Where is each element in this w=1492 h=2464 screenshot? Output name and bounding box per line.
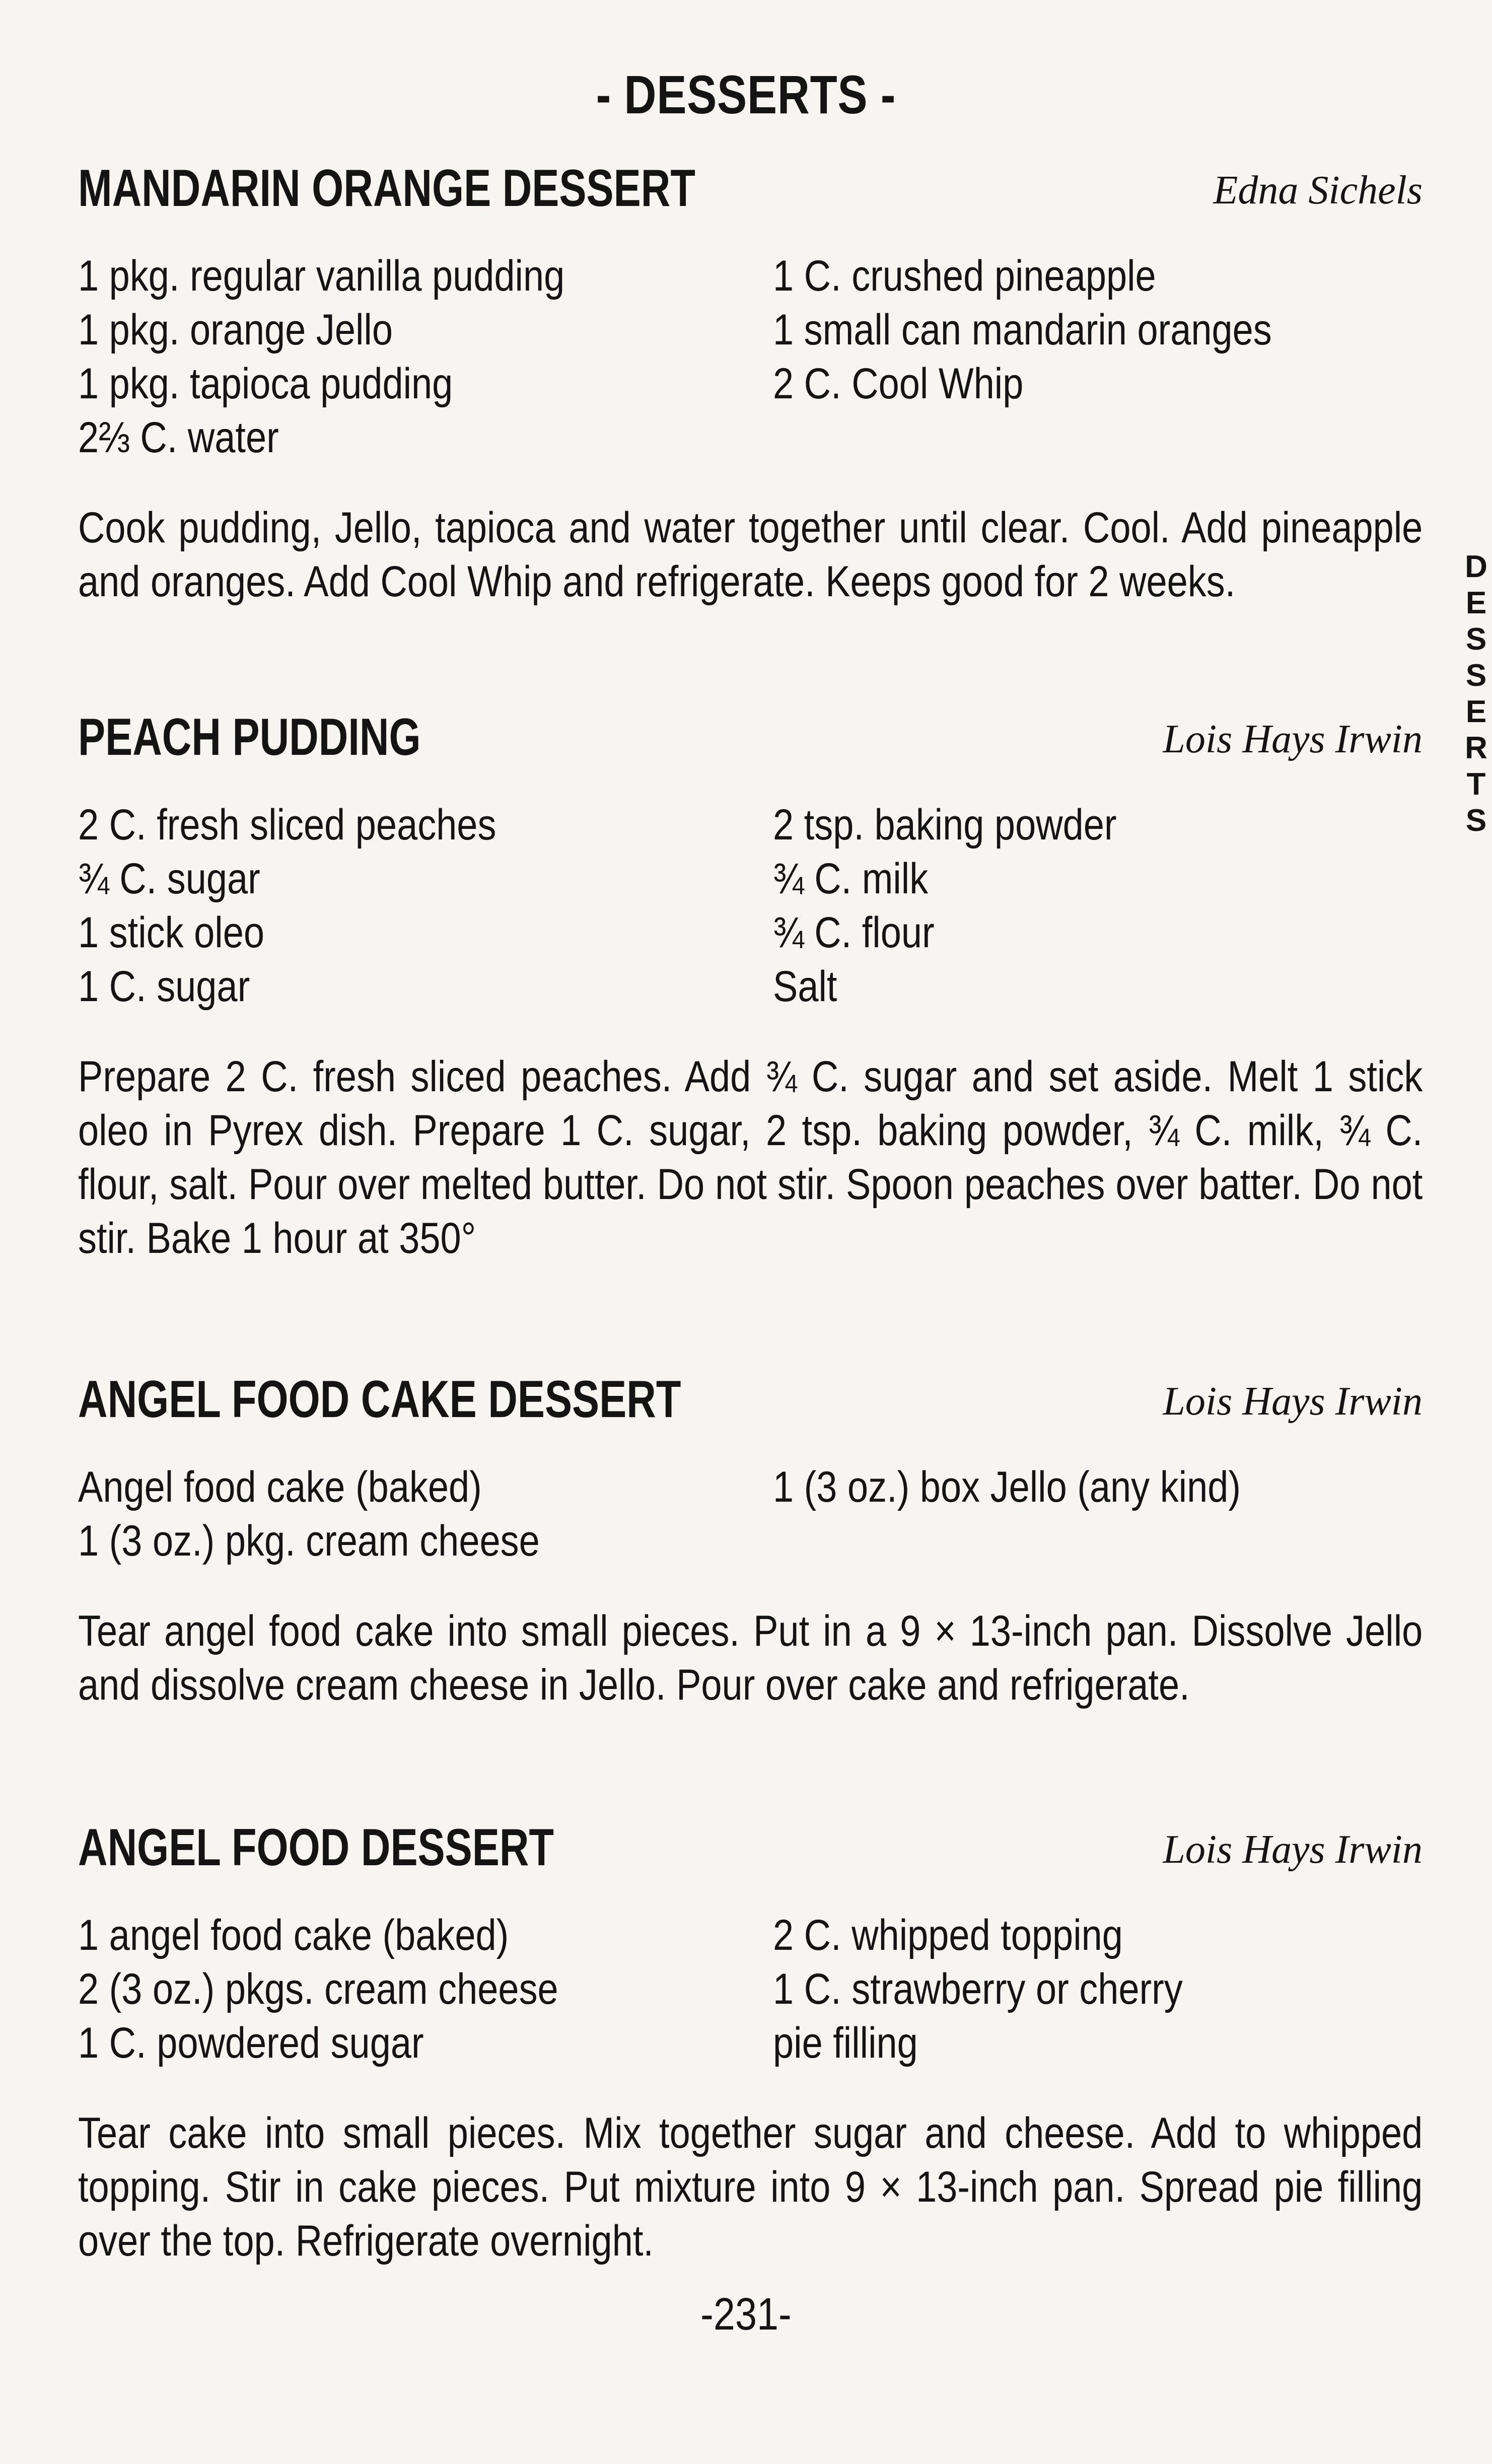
ingredient: 2 C. whipped topping (773, 1911, 1123, 1959)
recipe-directions: Tear angel food cake into small pieces. Put in a 9 × 13-inch pan. Dissolve Jello and dissolve cream cheese in Jello. Pour over cake and refrigerate. (78, 1607, 1423, 1709)
recipe-author: Lois Hays Irwin (1163, 717, 1423, 761)
ingredients-list (78, 1460, 1423, 1568)
recipe-mandarin-orange-dessert (78, 159, 1423, 609)
ingredient: 1 (3 oz.) box Jello (any kind) (773, 1463, 1241, 1511)
ingredients-left-column (78, 1460, 773, 1568)
ingredient: 2 tsp. baking powder (773, 801, 1117, 849)
ingredient: 2 (3 oz.) pkgs. cream cheese (78, 1965, 558, 2013)
recipe-angel-food-cake-dessert (78, 1370, 1423, 1712)
ingredient: Salt (773, 962, 837, 1011)
ingredient: 1 small can mandarin oranges (773, 306, 1272, 354)
recipe-title: ANGEL FOOD DESSERT (78, 1818, 554, 1877)
ingredient: 2 C. Cool Whip (773, 360, 1024, 408)
ingredient: 1 stick oleo (78, 908, 264, 957)
ingredients-list (78, 1909, 1423, 2070)
recipe-title-row (78, 159, 1423, 219)
ingredients-left-column (78, 249, 773, 465)
ingredients-list (78, 249, 1423, 465)
ingredient: 1 C. sugar (78, 962, 250, 1011)
ingredients-left-column (78, 1909, 773, 2070)
ingredient: 2⅔ C. water (78, 413, 279, 462)
recipe-title: PEACH PUDDING (78, 708, 421, 766)
recipe-author: Edna Sichels (1213, 168, 1423, 213)
recipe-angel-food-dessert (78, 1818, 1423, 2268)
side-tab-letter: T (1466, 767, 1486, 802)
ingredients-left-column (78, 798, 773, 1014)
recipe-title-row (78, 708, 1423, 768)
ingredient: ¾ C. flour (773, 908, 935, 957)
ingredient: 1 pkg. tapioca pudding (78, 360, 453, 408)
ingredients-right-column (773, 1460, 1423, 1568)
ingredient: 2 C. fresh sliced peaches (78, 801, 496, 849)
side-tab-letter: S (1465, 658, 1487, 693)
ingredients-right-column (773, 249, 1423, 465)
ingredient: 1 C. strawberry or cherry pie filling (773, 1965, 1183, 2067)
ingredients-list (78, 798, 1423, 1014)
recipe-title: ANGEL FOOD CAKE DESSERT (78, 1370, 681, 1429)
recipe-directions: Tear cake into small pieces. Mix together sugar and cheese. Add to whipped topping. Stir in cake pieces. Put mixture into 9 × 13-inch pan. Spread pie filling over the top. Refrigerate overnight. (78, 2109, 1423, 2265)
recipe-author: Lois Hays Irwin (1163, 1827, 1423, 1872)
page-number: -231- (700, 2289, 792, 2340)
ingredient: 1 pkg. orange Jello (78, 306, 393, 354)
ingredient: 1 pkg. regular vanilla pudding (78, 252, 565, 300)
side-tab-letter: E (1465, 694, 1487, 729)
side-tab-letter: R (1465, 731, 1487, 765)
recipe-title: MANDARIN ORANGE DESSERT (78, 159, 695, 218)
ingredient: Angel food cake (baked) (78, 1463, 482, 1511)
recipe-directions: Prepare 2 C. fresh sliced peaches. Add ¾ C. sugar and set aside. Melt 1 stick oleo in Pyrex dish. Prepare 1 C. sugar, 2 tsp. baking powder, ¾ C. milk, ¾ C. flour, salt. Pour over melted butter. Do not stir. Spoon peaches over batter. Do not stir. Bake 1 hour at 350° (78, 1052, 1423, 1262)
side-tab-letter: D (1465, 549, 1487, 584)
recipe-author: Lois Hays Irwin (1163, 1379, 1423, 1424)
side-tab-letter: S (1465, 622, 1487, 657)
side-tab-letter: E (1465, 586, 1487, 620)
section-side-tab (1460, 549, 1492, 839)
recipe-title-row (78, 1818, 1423, 1878)
ingredient: 1 C. crushed pineapple (773, 252, 1156, 300)
recipe-directions: Cook pudding, Jello, tapioca and water together until clear. Cool. Add pineapple and oranges. Add Cool Whip and refrigerate. Keeps good for 2 weeks. (78, 504, 1423, 606)
ingredients-right-column (773, 798, 1423, 1014)
ingredient: ¾ C. sugar (78, 855, 260, 903)
recipe-title-row (78, 1370, 1423, 1430)
recipe-peach-pudding (78, 708, 1423, 1265)
ingredients-right-column (773, 1909, 1423, 2070)
side-tab-letter: S (1465, 803, 1487, 838)
ingredient: 1 angel food cake (baked) (78, 1911, 509, 1959)
ingredient: 1 C. powdered sugar (78, 2019, 424, 2067)
ingredient: ¾ C. milk (773, 855, 929, 903)
section-header: - DESSERTS - (596, 64, 896, 125)
ingredient: 1 (3 oz.) pkg. cream cheese (78, 1517, 540, 1565)
